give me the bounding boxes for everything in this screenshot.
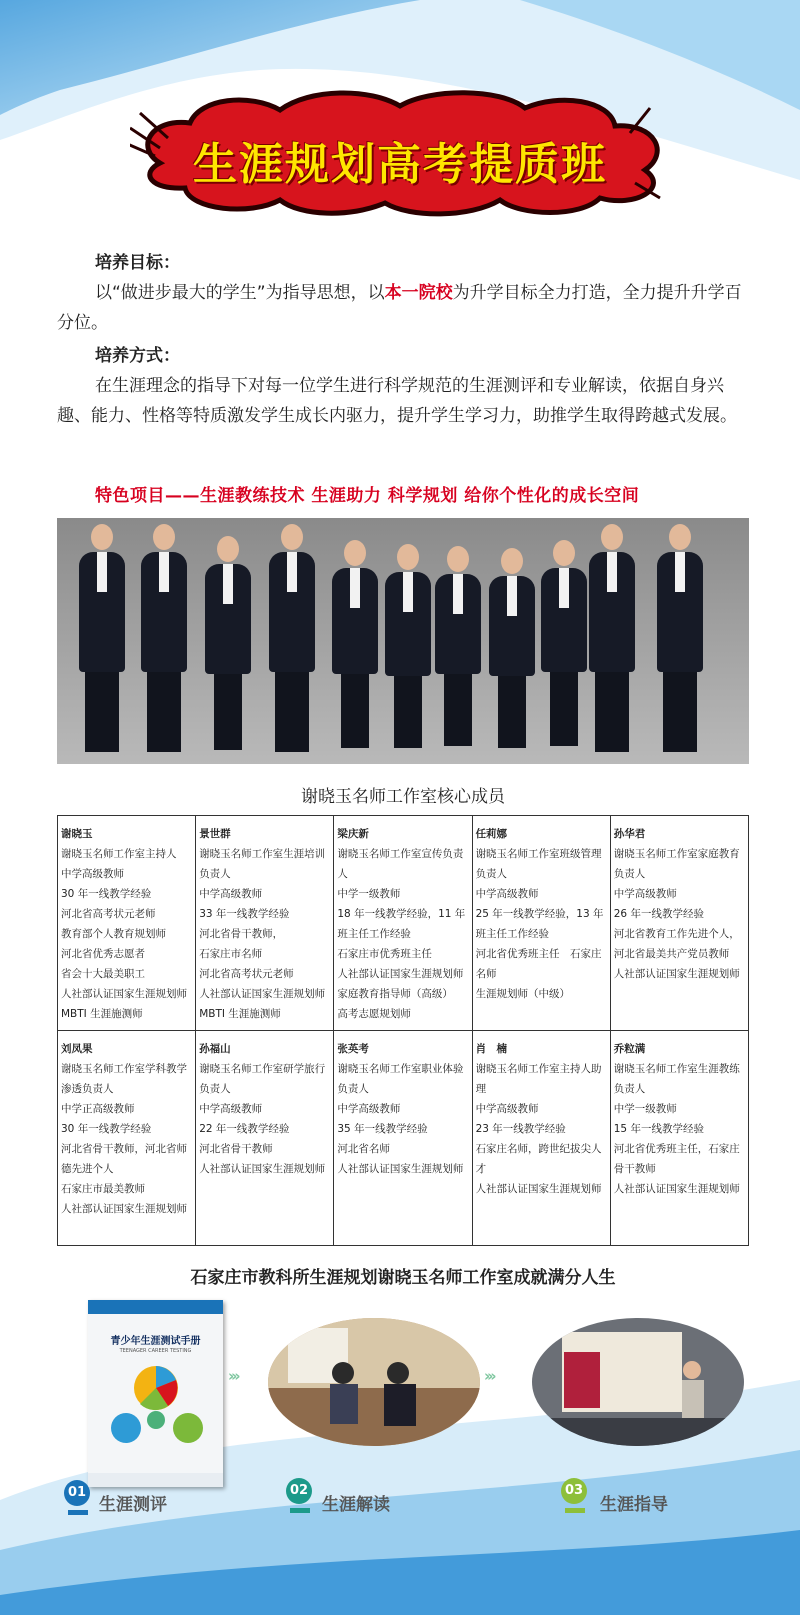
member-cell	[334, 816, 472, 1031]
member-detail: 人社部认证国家生涯规划师	[337, 968, 464, 980]
member-cell	[334, 1031, 472, 1246]
members-row	[58, 816, 749, 1031]
member-detail: 谢晓玉名师工作室研学旅行负责人	[199, 1063, 326, 1095]
page-title: 生涯规划高考提质班	[193, 139, 607, 190]
member-detail: 人社部认证国家生涯规划师	[199, 1163, 326, 1175]
member-detail: 河北省高考状元老师	[199, 968, 294, 980]
member-detail: 中学正高级教师	[61, 1103, 135, 1115]
member-detail: 30 年一线教学经验	[61, 888, 152, 900]
member-detail: 石家庄市优秀班主任	[337, 948, 432, 960]
member-detail: 谢晓玉名师工作室班级管理负责人	[475, 848, 602, 880]
member-detail: 石家庄市最美教师	[61, 1183, 145, 1195]
member-detail: 家庭教育指导师（高级）	[337, 988, 453, 1000]
member-detail: 中学高级教师	[61, 868, 124, 880]
step-3-bar	[565, 1508, 585, 1513]
member-detail: 35 年一线教学经验	[337, 1123, 428, 1135]
member-detail: 人社部认证国家生涯规划师	[613, 968, 740, 980]
member-detail: 33 年一线教学经验	[199, 908, 290, 920]
method-section	[57, 341, 747, 431]
guidance-photo	[532, 1318, 744, 1446]
member-detail: 15 年一线教学经验	[613, 1123, 704, 1135]
member-detail: 高考志愿规划师	[337, 1008, 411, 1020]
members-row	[58, 1031, 749, 1246]
method-text: 在生涯理念的指导下对每一位学生进行科学规范的生涯测评和专业解读，依据自身兴趣、能力、性格等特质激发学生成长内驱力，提升学生学习力，助推学生取得跨越式发展。	[57, 376, 737, 426]
member-detail: 河北省优秀班主任，石家庄骨干教师	[613, 1143, 740, 1175]
feature-line: 特色项目——生涯教练技术 生涯助力 科学规划 给你个性化的成长空间	[95, 486, 640, 506]
member-detail: 中学高级教师	[337, 1103, 401, 1115]
manual-title: 青少年生涯测试手册	[110, 1336, 201, 1347]
member-detail: 23 年一线教学经验	[475, 1123, 566, 1135]
member-detail: 30 年一线教学经验	[61, 1123, 152, 1135]
member-name: 任莉娜	[475, 828, 508, 840]
member-detail: 河北省高考状元老师	[61, 908, 156, 920]
member-detail: MBTI 生涯施测师	[61, 1008, 143, 1020]
member-detail: 谢晓玉名师工作室主持人助理	[475, 1063, 602, 1095]
career-testing-manual	[88, 1300, 223, 1487]
step-1-number: 01	[64, 1480, 90, 1506]
member-name: 景世群	[199, 828, 231, 840]
member-detail: 中学高级教师	[475, 888, 539, 900]
member-name: 孙福山	[199, 1043, 231, 1055]
member-detail: 河北省优秀班主任 石家庄名师	[475, 948, 602, 980]
member-name: 谢晓玉	[61, 828, 93, 840]
member-detail: 人社部认证国家生涯规划师	[475, 1183, 602, 1195]
member-cell	[58, 1031, 196, 1246]
member-detail: 中学高级教师	[475, 1103, 539, 1115]
arrows-2-icon: ›››	[484, 1367, 494, 1385]
title-banner	[130, 88, 670, 218]
step-3-number: 03	[561, 1478, 587, 1504]
goal-text: 以“做进步最大的学生”为指导思想，以本一院校为升学目标全力打造，全力提升升学百分位。	[57, 283, 742, 333]
member-detail: 人社部认证国家生涯规划师	[613, 1183, 740, 1195]
members-title: 谢晓玉名师工作室核心成员	[301, 787, 505, 807]
member-detail: 人社部认证国家生涯规划师	[199, 988, 326, 1000]
step-1-bar	[68, 1510, 88, 1515]
step-2-label: 生涯解读	[322, 1495, 390, 1515]
member-name: 肖 楠	[475, 1043, 508, 1055]
member-cell	[610, 1031, 748, 1246]
interpretation-photo	[268, 1318, 480, 1446]
member-detail: 谢晓玉名师工作室家庭教育负责人	[613, 848, 740, 880]
member-detail: 谢晓玉名师工作室宣传负责人	[337, 848, 464, 880]
step-1-label: 生涯测评	[99, 1495, 167, 1515]
member-detail: 河北省骨干教师	[199, 1143, 273, 1155]
member-cell	[472, 1031, 610, 1246]
member-detail: 中学高级教师	[613, 888, 677, 900]
member-detail: 谢晓玉名师工作室生涯培训负责人	[199, 848, 326, 880]
goal-highlight: 本一院校	[384, 283, 453, 303]
member-detail: 中学高级教师	[199, 1103, 263, 1115]
member-detail: 中学一级教师	[337, 888, 401, 900]
member-detail: 谢晓玉名师工作室生涯教练负责人	[613, 1063, 740, 1095]
goal-heading: 培养目标：	[95, 253, 180, 273]
step-3-label: 生涯指导	[600, 1495, 668, 1515]
member-cell	[58, 816, 196, 1031]
member-detail: 22 年一线教学经验	[199, 1123, 290, 1135]
member-name: 乔粒满	[613, 1043, 646, 1055]
member-detail: 河北省名师	[337, 1143, 390, 1155]
member-detail: 中学高级教师	[199, 888, 263, 900]
member-detail: 河北省骨干教师，	[199, 928, 284, 940]
member-detail: 河北省骨干教师，河北省师德先进个人	[61, 1143, 187, 1175]
member-detail: 中学一级教师	[613, 1103, 677, 1115]
member-detail: 河北省最美共产党员教师	[613, 948, 730, 960]
member-detail: 省会十大最美职工	[61, 968, 145, 980]
manual-cover-graphic-icon	[88, 1300, 223, 1487]
member-name: 梁庆新	[337, 828, 369, 840]
member-detail: 25 年一线教学经验，13 年班主任工作经验	[475, 908, 604, 940]
member-detail: 18 年一线教学经验，11 年班主任工作经验	[337, 908, 466, 940]
achievement-title: 石家庄市教科所生涯规划谢晓玉名师工作室成就满分人生	[190, 1268, 616, 1288]
member-detail: 教育部个人教育规划师	[61, 928, 166, 940]
step-2-number: 02	[286, 1478, 312, 1504]
member-name: 刘凤果	[61, 1043, 93, 1055]
member-cell	[196, 1031, 334, 1246]
member-detail: 石家庄名师，跨世纪拔尖人才	[475, 1143, 602, 1175]
member-name: 孙华君	[613, 828, 646, 840]
member-detail: 谢晓玉名师工作室职业体验负责人	[337, 1063, 464, 1095]
goal-section	[57, 248, 747, 338]
member-detail: 河北省教育工作先进个人，	[613, 928, 740, 940]
members-table	[57, 815, 749, 1246]
member-detail: 人社部认证国家生涯规划师	[61, 1203, 187, 1215]
member-detail: 石家庄市名师	[199, 948, 263, 960]
member-detail: MBTI 生涯施测师	[199, 1008, 281, 1020]
member-detail: 谢晓玉名师工作室主持人	[61, 848, 177, 860]
member-cell	[610, 816, 748, 1031]
member-detail: 人社部认证国家生涯规划师	[61, 988, 187, 1000]
member-detail: 谢晓玉名师工作室学科教学渗透负责人	[61, 1063, 187, 1095]
step-2-bar	[290, 1508, 310, 1513]
arrows-1-icon: ›››	[228, 1367, 238, 1385]
member-cell	[196, 816, 334, 1031]
member-detail: 人社部认证国家生涯规划师	[337, 1163, 464, 1175]
manual-subtitle: TEENAGER CAREER TESTING	[119, 1348, 192, 1354]
member-detail: 26 年一线教学经验	[613, 908, 704, 920]
method-heading: 培养方式：	[95, 346, 180, 366]
member-name: 张英考	[337, 1043, 369, 1055]
member-detail: 河北省优秀志愿者	[61, 948, 145, 960]
team-photo	[57, 518, 749, 764]
member-detail: 生涯规划师（中级）	[475, 988, 571, 1000]
member-cell	[472, 816, 610, 1031]
